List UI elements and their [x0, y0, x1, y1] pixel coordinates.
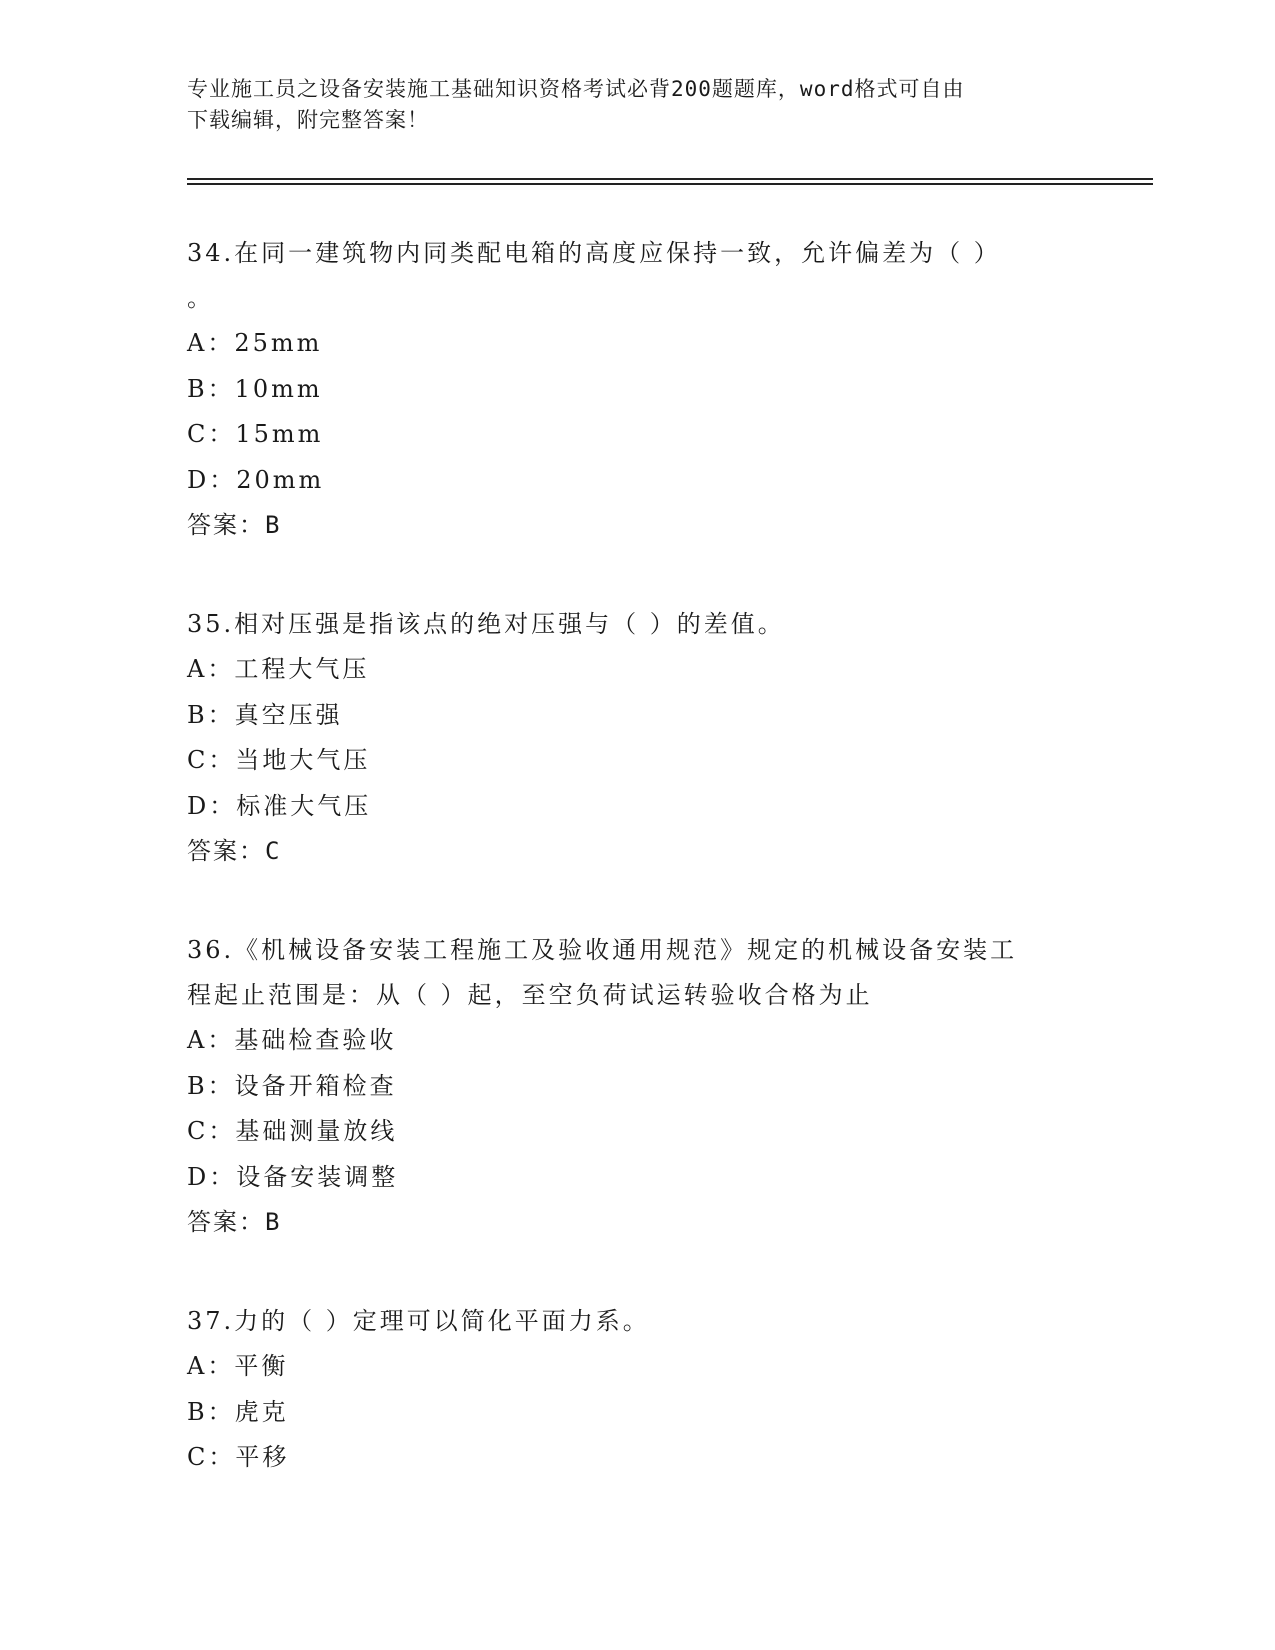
answer-label: 答案：	[187, 511, 265, 539]
question-text: 34.在同一建筑物内同类配电箱的高度应保持一致，允许偏差为（ ）	[187, 239, 1001, 267]
header-divider-top	[187, 178, 1153, 180]
answer-line	[187, 829, 1087, 874]
answer-line	[187, 1200, 1087, 1245]
option-c: C：基础测量放线	[187, 1117, 398, 1145]
question-text-continued: 程起止范围是：从（ ）起，至空负荷试运转验收合格为止	[187, 981, 873, 1009]
document-header	[187, 74, 1087, 136]
option-c: C：平移	[187, 1443, 290, 1471]
answer-label: 答案：	[187, 1208, 265, 1236]
option-d: D：标准大气压	[187, 791, 372, 820]
question-text: 36.《机械设备安装工程施工及验收通用规范》规定的机械设备安装工	[187, 936, 1018, 964]
answer-value: B	[265, 511, 281, 539]
answer-value: B	[265, 1208, 281, 1236]
option-c: C：当地大气压	[187, 746, 371, 774]
header-line-2: 下载编辑，附完整答案！	[187, 108, 429, 132]
question-34	[187, 231, 1087, 548]
question-37	[187, 1299, 1087, 1481]
header-divider-bottom	[187, 183, 1153, 185]
option-a: A：工程大气压	[187, 655, 370, 683]
option-a: A：平衡	[187, 1352, 289, 1380]
question-text-continued: 。	[187, 284, 214, 312]
answer-value: C	[265, 837, 281, 865]
option-a: A：基础检查验收	[187, 1026, 397, 1054]
option-d: D：设备安装调整	[187, 1162, 399, 1191]
question-list	[187, 231, 1087, 1481]
header-line-1: 专业施工员之设备安装施工基础知识资格考试必背200题题库，word格式可自由	[187, 77, 965, 101]
question-text: 37.力的（ ）定理可以简化平面力系。	[187, 1307, 650, 1335]
option-c: C：15mm	[187, 420, 324, 448]
option-b: B：设备开箱检查	[187, 1071, 397, 1100]
option-b: B：真空压强	[187, 700, 343, 729]
answer-line	[187, 503, 1087, 548]
option-a: A：25mm	[187, 329, 323, 357]
option-d: D：20mm	[187, 465, 325, 494]
question-35	[187, 602, 1087, 874]
option-b: B：10mm	[187, 374, 323, 403]
answer-label: 答案：	[187, 837, 265, 865]
question-text: 35.相对压强是指该点的绝对压强与（ ）的差值。	[187, 610, 785, 638]
option-b: B：虎克	[187, 1397, 289, 1426]
question-36	[187, 928, 1087, 1245]
